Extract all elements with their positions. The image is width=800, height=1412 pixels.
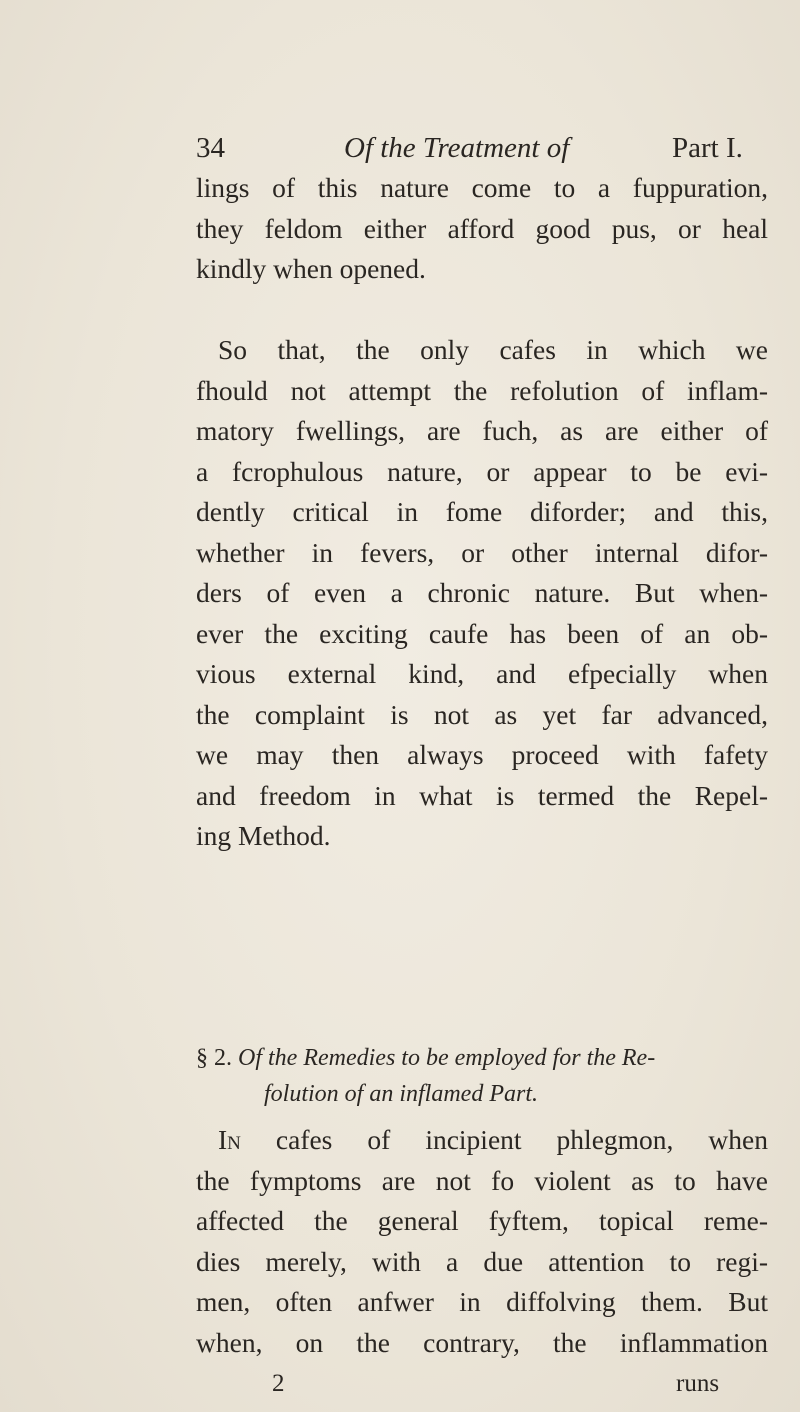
text-line: vious external kind, and efpecially when	[196, 658, 768, 689]
section-title-part2: folution of an inflamed Part.	[264, 1081, 538, 1107]
text-line: lings of this nature come to a fuppuration,	[196, 172, 768, 203]
catchword: runs	[676, 1370, 720, 1397]
section-sign: § 2.	[196, 1045, 232, 1071]
running-title: Of the Treatment of	[344, 132, 570, 164]
signature-mark: 2	[272, 1370, 285, 1397]
paragraph-1	[196, 168, 768, 290]
text-line	[196, 1120, 768, 1161]
part-label: Part I.	[672, 132, 743, 164]
text-line: the complaint is not as yet far advanced,	[196, 698, 768, 730]
text-line: when, on the contrary, the inflammation	[196, 1326, 768, 1358]
section-heading-line	[196, 1040, 768, 1076]
section-heading	[196, 1040, 768, 1112]
text-line: they feldom either afford good pus, or heal	[196, 212, 768, 244]
text-line: fhould not attempt the refolution of inflam-	[196, 374, 768, 406]
text-line: a fcrophulous nature, or appear to be evi-	[196, 455, 768, 487]
text-line: kindly when opened.	[196, 253, 426, 284]
text-line: ing Method.	[196, 820, 331, 851]
text-line: men, often anfwer in diffolving them. But	[196, 1286, 768, 1317]
paragraph-2	[196, 330, 768, 857]
page-footer	[196, 1370, 768, 1404]
initial-word: In	[218, 1124, 241, 1155]
paragraph-3	[196, 1120, 768, 1363]
text-line: whether in fevers, or other internal difor-	[196, 536, 768, 568]
page-number: 34	[196, 132, 225, 164]
text-line: dently critical in fome diforder; and this,	[196, 496, 768, 527]
text-line: dies merely, with a due attention to regi-	[196, 1245, 768, 1277]
text-line: we may then always proceed with fafety	[196, 739, 768, 770]
line-rest: cafes of incipient phlegmon, when	[240, 1124, 768, 1155]
text-line: So that, the only cafes in which we	[218, 334, 768, 365]
text-line: and freedom in what is termed the Repel-	[196, 779, 768, 811]
text-line: the fymptoms are not fo violent as to have	[196, 1164, 768, 1196]
section-title-part1: Of the Remedies to be employed for the Re-	[238, 1045, 656, 1071]
text-line: ders of even a chronic nature. But when-	[196, 577, 768, 608]
text-line: matory fwellings, are fuch, as are either of	[196, 415, 768, 446]
text-line: ever the exciting caufe has been of an ob-	[196, 617, 768, 649]
text-line: affected the general fyftem, topical reme-	[196, 1205, 768, 1236]
